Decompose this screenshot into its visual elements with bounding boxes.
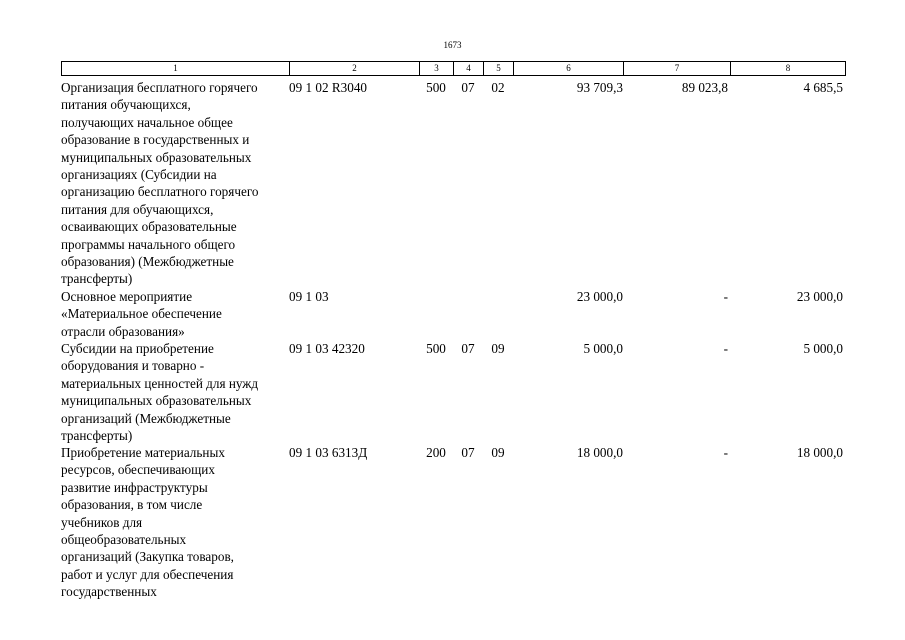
row-col-6: 23 000,0	[576, 289, 623, 304]
row-name: Организация бесплатного горячего питания обучающихся, получающих начальное общее образование в государственных и муниципальных образовательных организациях (Субсидии на организацию бесплатного горячего питания для обучающихся, осваивающих образовательные программы начального общего образования) (Межбюджетные трансферты)	[61, 80, 259, 287]
column-header-5: 5	[484, 62, 514, 76]
row-col-8: 18 000,0	[796, 445, 843, 460]
row-name: Основное мероприятие «Материальное обеспечение отрасли образования»	[61, 289, 222, 339]
page-number: 1673	[443, 40, 462, 50]
row-col-3: 200	[426, 445, 446, 460]
row-col-6: 5 000,0	[583, 341, 623, 356]
row-col-8: 23 000,0	[796, 289, 843, 304]
column-header-2: 2	[290, 62, 420, 76]
row-col-7: -	[723, 341, 728, 356]
row-col-4: 07	[461, 80, 475, 95]
column-header-3: 3	[420, 62, 454, 76]
row-col-5: 09	[491, 341, 505, 356]
row-col-4: 07	[461, 445, 475, 460]
row-name: Приобретение материальных ресурсов, обеспечивающих развитие инфраструктуры образования, в том числе учебников для общеобразовательных организаций (Закупка товаров, работ и услуг для обеспечения государственных	[61, 445, 234, 600]
column-header-table	[61, 61, 846, 76]
row-code: 09 1 02 R3040	[289, 80, 368, 95]
row-col-3: 500	[426, 341, 446, 356]
column-number-row	[62, 62, 846, 76]
row-col-8: 5 000,0	[803, 341, 843, 356]
row-col-6: 18 000,0	[576, 445, 623, 460]
row-col-7: -	[723, 289, 728, 304]
row-name: Субсидии на приобретение оборудования и товарно - материальных ценностей для нужд муниципальных образовательных организаций (Межбюджетные трансферты)	[61, 341, 259, 444]
column-header-6: 6	[514, 62, 624, 76]
row-col-7: -	[723, 445, 728, 460]
column-header-4: 4	[454, 62, 484, 76]
column-header-7: 7	[624, 62, 731, 76]
row-col-6: 93 709,3	[576, 80, 623, 95]
column-header-8: 8	[731, 62, 846, 76]
row-col-5: 09	[491, 445, 505, 460]
row-col-7: 89 023,8	[681, 80, 728, 95]
row-col-5: 02	[491, 80, 505, 95]
row-col-3: 500	[426, 80, 446, 95]
row-col-4: 07	[461, 341, 475, 356]
row-code: 09 1 03 6313Д	[289, 445, 368, 460]
row-col-8: 4 685,5	[803, 80, 843, 95]
row-code: 09 1 03	[289, 289, 329, 304]
row-code: 09 1 03 42320	[289, 341, 365, 356]
column-header-1: 1	[62, 62, 290, 76]
